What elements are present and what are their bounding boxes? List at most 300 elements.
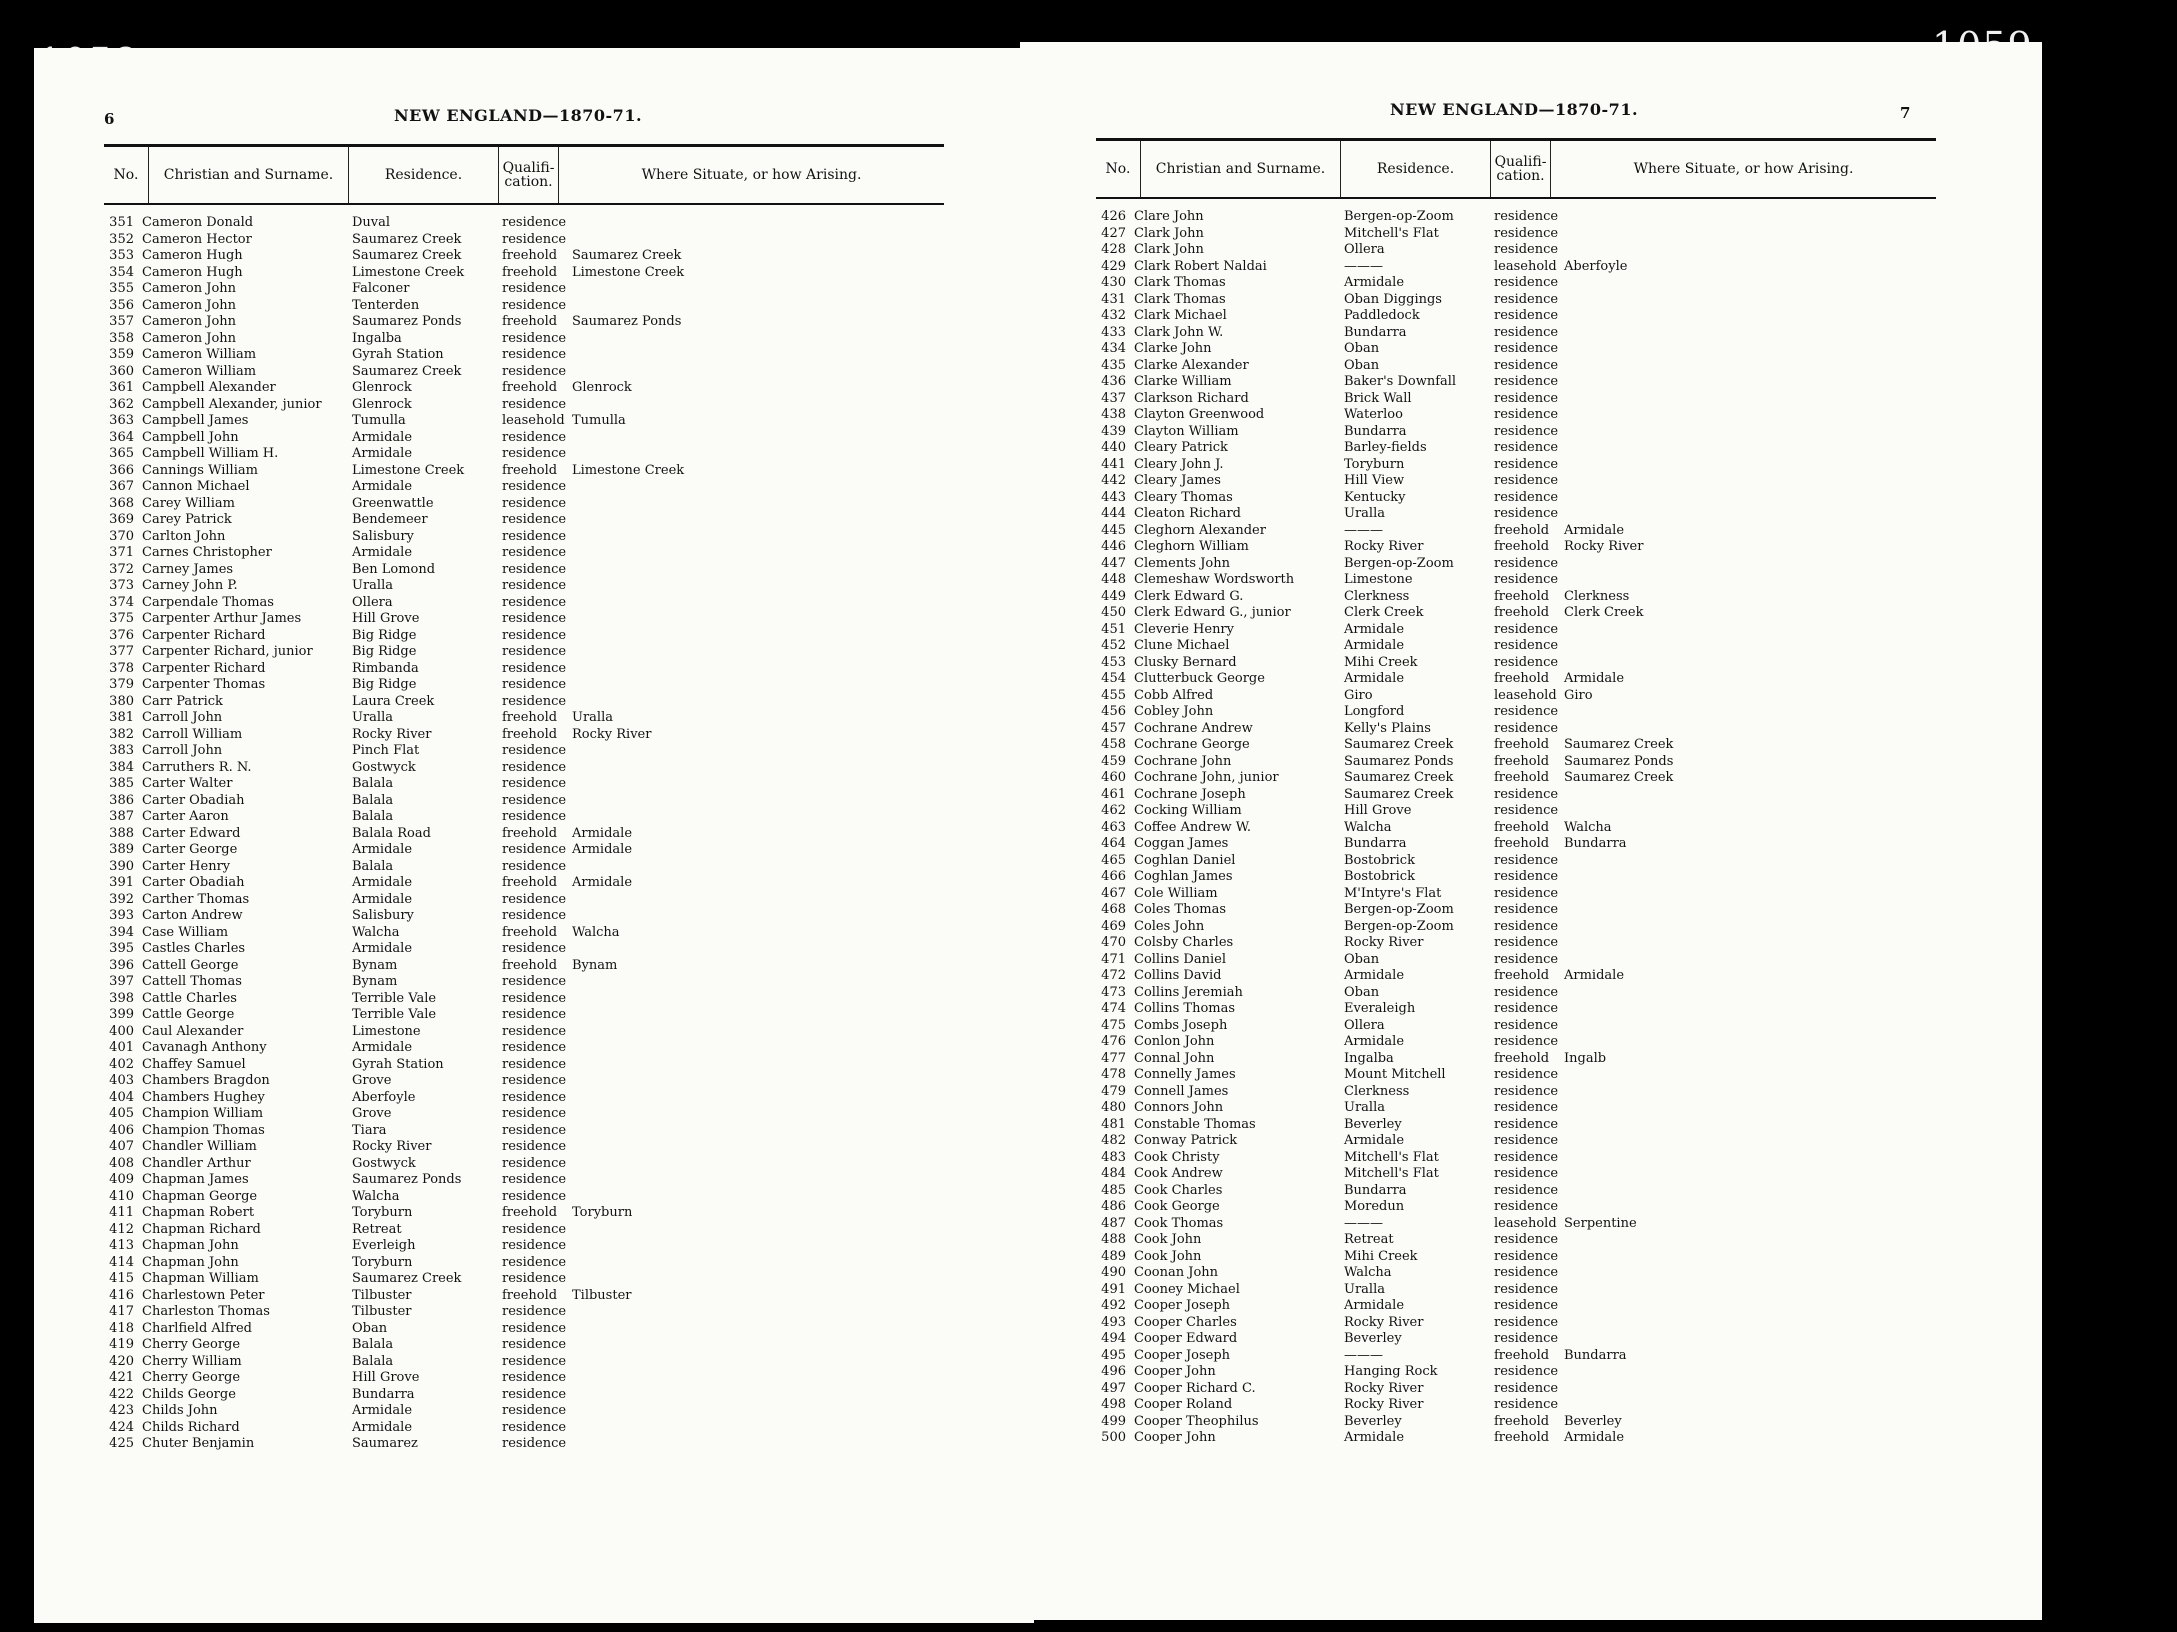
row-residence: Big Ridge bbox=[352, 644, 417, 659]
row-residence: Baker's Downfall bbox=[1344, 374, 1457, 389]
table-row bbox=[104, 1403, 944, 1420]
row-qualification: residence bbox=[502, 297, 567, 313]
table-row bbox=[104, 991, 944, 1008]
row-number: 473 bbox=[1101, 984, 1126, 1000]
row-name: Cameron Hector bbox=[142, 231, 252, 247]
table-row bbox=[1096, 1067, 1936, 1084]
row-name: Carpenter Thomas bbox=[142, 677, 266, 692]
table-row bbox=[104, 628, 944, 645]
row-qualification: freehold bbox=[502, 380, 558, 395]
row-where: Walcha bbox=[572, 924, 620, 940]
row-number: 475 bbox=[1101, 1017, 1126, 1033]
row-number: 367 bbox=[109, 479, 134, 494]
table-row bbox=[104, 727, 944, 744]
row-number: 389 bbox=[109, 842, 134, 857]
table-row bbox=[1096, 721, 1936, 738]
row-where: Saumarez Creek bbox=[1564, 770, 1674, 785]
row-number: 468 bbox=[1101, 902, 1126, 917]
row-name: Coghlan James bbox=[1134, 869, 1233, 884]
table-row bbox=[1096, 1216, 1936, 1233]
table-row bbox=[104, 1057, 944, 1074]
table-row bbox=[1096, 424, 1936, 441]
row-name: Chuter Benjamin bbox=[142, 1436, 255, 1451]
row-number: 494 bbox=[1101, 1331, 1126, 1346]
row-qualification: residence bbox=[502, 809, 567, 824]
row-number: 500 bbox=[1101, 1430, 1126, 1445]
row-number: 474 bbox=[1101, 1001, 1126, 1016]
table-row bbox=[104, 1321, 944, 1338]
row-qualification: freehold bbox=[1494, 753, 1550, 769]
row-residence: Aberfoyle bbox=[352, 1089, 416, 1105]
row-qualification: residence bbox=[502, 594, 567, 610]
row-name: Cocking William bbox=[1134, 803, 1242, 818]
row-qualification: residence bbox=[502, 1089, 567, 1105]
row-residence: Moredun bbox=[1344, 1199, 1405, 1214]
row-qualification: residence bbox=[1494, 440, 1559, 455]
table-row bbox=[104, 974, 944, 991]
row-name: Cameron John bbox=[142, 297, 237, 313]
table-row bbox=[1096, 1298, 1936, 1315]
row-number: 358 bbox=[109, 330, 134, 346]
table-row bbox=[104, 512, 944, 529]
row-qualification: residence bbox=[1494, 357, 1559, 373]
row-number: 458 bbox=[1101, 737, 1126, 752]
header-where: Where Situate, or how Arising. bbox=[641, 167, 862, 183]
row-name: Cleghorn Alexander bbox=[1134, 522, 1266, 538]
table-row bbox=[104, 578, 944, 595]
row-residence: Uralla bbox=[1344, 506, 1385, 521]
row-residence: Armidale bbox=[352, 446, 413, 461]
row-name: Carpendale Thomas bbox=[142, 594, 274, 610]
row-number: 404 bbox=[109, 1089, 134, 1105]
row-qualification: freehold bbox=[1494, 605, 1550, 620]
row-number: 387 bbox=[109, 809, 134, 824]
row-name: Campbell John bbox=[142, 429, 239, 445]
table-row bbox=[1096, 886, 1936, 903]
row-number: 394 bbox=[109, 924, 134, 940]
table-row bbox=[1096, 1133, 1936, 1150]
row-name: Coonan John bbox=[1134, 1265, 1219, 1280]
row-number: 423 bbox=[109, 1403, 134, 1418]
row-qualification: residence bbox=[1494, 275, 1559, 290]
row-name: Clark John bbox=[1134, 242, 1204, 257]
header-no: No. bbox=[104, 147, 149, 203]
table-row bbox=[104, 281, 944, 298]
row-number: 460 bbox=[1101, 770, 1126, 785]
row-residence: M'Intyre's Flat bbox=[1344, 885, 1442, 901]
row-qualification: freehold bbox=[502, 248, 558, 263]
row-qualification: residence bbox=[1494, 951, 1559, 967]
row-residence: Tiara bbox=[352, 1122, 387, 1138]
row-residence: Armidale bbox=[352, 875, 413, 890]
row-name: Cleghorn William bbox=[1134, 539, 1249, 554]
row-residence: Armidale bbox=[352, 891, 413, 907]
row-residence: Retreat bbox=[1344, 1232, 1394, 1247]
row-residence: Armidale bbox=[1344, 621, 1405, 637]
row-number: 477 bbox=[1101, 1050, 1126, 1066]
row-residence: Toryburn bbox=[352, 1205, 413, 1220]
row-qualification: residence bbox=[1494, 1182, 1559, 1198]
table-row bbox=[1096, 358, 1936, 375]
table-row bbox=[104, 529, 944, 546]
row-name: Carney John P. bbox=[142, 578, 238, 593]
row-name: Cole William bbox=[1134, 885, 1218, 901]
table-row bbox=[104, 1040, 944, 1057]
row-residence: Hill View bbox=[1344, 473, 1405, 488]
table-row bbox=[104, 1090, 944, 1107]
row-name: Charlfield Alfred bbox=[142, 1320, 253, 1336]
row-number: 448 bbox=[1101, 572, 1126, 587]
row-number: 384 bbox=[109, 759, 134, 775]
row-residence: Ollera bbox=[1344, 242, 1385, 257]
table-row bbox=[1096, 308, 1936, 325]
row-name: Cook George bbox=[1134, 1199, 1220, 1214]
row-name: Cattle Charles bbox=[142, 990, 237, 1006]
row-where: Armidale bbox=[1564, 671, 1625, 686]
row-number: 492 bbox=[1101, 1298, 1126, 1313]
row-name: Cherry George bbox=[142, 1337, 241, 1352]
row-number: 453 bbox=[1101, 654, 1126, 670]
row-residence: Everleigh bbox=[352, 1238, 416, 1253]
row-number: 411 bbox=[109, 1205, 134, 1220]
table-row bbox=[1096, 1232, 1936, 1249]
table-row bbox=[104, 1024, 944, 1041]
row-name: Clarkson Richard bbox=[1134, 390, 1249, 406]
row-residence: Mitchell's Flat bbox=[1344, 1166, 1439, 1181]
row-qualification: freehold bbox=[1494, 737, 1550, 752]
row-name: Cooper Joseph bbox=[1134, 1347, 1231, 1363]
table-row bbox=[104, 694, 944, 711]
row-number: 372 bbox=[109, 561, 134, 577]
row-number: 486 bbox=[1101, 1199, 1126, 1214]
row-number: 484 bbox=[1101, 1166, 1126, 1181]
row-number: 368 bbox=[109, 495, 134, 511]
row-residence: Rocky River bbox=[1344, 935, 1424, 950]
row-name: Cobley John bbox=[1134, 704, 1214, 719]
row-name: Conlon John bbox=[1134, 1034, 1215, 1049]
row-residence: Armidale bbox=[1344, 968, 1405, 983]
row-residence: Gostwyck bbox=[352, 1155, 416, 1171]
table-row bbox=[1096, 457, 1936, 474]
row-number: 442 bbox=[1101, 473, 1126, 488]
row-qualification: residence bbox=[1494, 374, 1559, 389]
row-number: 421 bbox=[109, 1370, 134, 1385]
table-row bbox=[1096, 523, 1936, 540]
row-number: 366 bbox=[109, 462, 134, 478]
row-name: Cleverie Henry bbox=[1134, 621, 1234, 637]
header-where: Where Situate, or how Arising. bbox=[1633, 161, 1854, 177]
table-row bbox=[1096, 836, 1936, 853]
row-name: Cattell Thomas bbox=[142, 974, 242, 989]
row-name: Cooper Edward bbox=[1134, 1331, 1238, 1346]
row-name: Cameron John bbox=[142, 330, 237, 346]
row-name: Cameron John bbox=[142, 281, 237, 296]
row-name: Chapman Richard bbox=[142, 1221, 261, 1237]
row-residence: Clerk Creek bbox=[1344, 605, 1424, 620]
table-row bbox=[1096, 1150, 1936, 1167]
row-number: 479 bbox=[1101, 1083, 1126, 1099]
row-number: 433 bbox=[1101, 324, 1126, 340]
table-row bbox=[1096, 671, 1936, 688]
table-row bbox=[1096, 1381, 1936, 1398]
table-row bbox=[104, 1387, 944, 1404]
row-residence: Armidale bbox=[1344, 1430, 1405, 1445]
table-row bbox=[1096, 242, 1936, 259]
row-name: Charlestown Peter bbox=[142, 1287, 265, 1303]
row-name: Cochrane Andrew bbox=[1134, 720, 1253, 736]
row-name: Cameron Hugh bbox=[142, 248, 243, 263]
row-qualification: freehold bbox=[1494, 1430, 1550, 1445]
row-residence: Kentucky bbox=[1344, 489, 1406, 505]
row-name: Cleary John J. bbox=[1134, 456, 1224, 472]
row-residence: Armidale bbox=[352, 1403, 413, 1418]
row-residence: Armidale bbox=[352, 941, 413, 956]
row-name: Cochrane John, junior bbox=[1134, 770, 1279, 785]
row-qualification: residence bbox=[1494, 852, 1559, 868]
row-name: Combs Joseph bbox=[1134, 1017, 1228, 1033]
row-residence: Tilbuster bbox=[352, 1304, 412, 1319]
row-qualification: residence bbox=[502, 215, 567, 230]
row-name: Chaffey Samuel bbox=[142, 1056, 246, 1072]
table-row bbox=[104, 1123, 944, 1140]
row-qualification: residence bbox=[502, 512, 567, 527]
row-number: 490 bbox=[1101, 1265, 1126, 1280]
row-name: Cattle George bbox=[142, 1007, 235, 1022]
row-residence: Oban bbox=[1344, 951, 1380, 967]
row-qualification: residence bbox=[1494, 720, 1559, 736]
row-number: 495 bbox=[1101, 1347, 1126, 1363]
row-qualification: freehold bbox=[502, 875, 558, 890]
row-number: 465 bbox=[1101, 852, 1126, 868]
row-number: 431 bbox=[1101, 291, 1126, 307]
row-residence: Rocky River bbox=[1344, 1314, 1424, 1330]
table-row bbox=[104, 496, 944, 513]
row-where: Uralla bbox=[572, 710, 613, 725]
table-row bbox=[104, 298, 944, 315]
row-residence: Balala Road bbox=[352, 825, 431, 841]
row-number: 413 bbox=[109, 1238, 134, 1253]
right-table-header bbox=[1096, 138, 1936, 199]
header-residence: Residence. bbox=[349, 147, 499, 203]
row-number: 371 bbox=[109, 545, 134, 560]
row-name: Collins Thomas bbox=[1134, 1001, 1236, 1016]
right-page bbox=[1020, 42, 2042, 1620]
row-qualification: freehold bbox=[502, 1205, 558, 1220]
row-residence: Uralla bbox=[352, 710, 393, 725]
row-number: 400 bbox=[109, 1023, 134, 1039]
table-row bbox=[1096, 1051, 1936, 1068]
table-row bbox=[104, 908, 944, 925]
row-name: Charleston Thomas bbox=[142, 1304, 270, 1319]
row-number: 488 bbox=[1101, 1232, 1126, 1247]
row-qualification: residence bbox=[1494, 506, 1559, 521]
row-number: 459 bbox=[1101, 753, 1126, 769]
row-qualification: residence bbox=[1494, 1281, 1559, 1297]
row-number: 373 bbox=[109, 578, 134, 593]
table-row bbox=[1096, 589, 1936, 606]
table-row bbox=[1096, 1397, 1936, 1414]
row-residence: Bundarra bbox=[1344, 423, 1407, 439]
row-residence: Saumarez bbox=[352, 1436, 418, 1451]
row-name: Clarke William bbox=[1134, 374, 1232, 389]
row-name: Cleaton Richard bbox=[1134, 506, 1241, 521]
table-row bbox=[1096, 638, 1936, 655]
table-row bbox=[104, 1189, 944, 1206]
row-number: 402 bbox=[109, 1056, 134, 1072]
table-row bbox=[1096, 1282, 1936, 1299]
row-number: 385 bbox=[109, 776, 134, 791]
row-name: Clark Robert Naldai bbox=[1134, 258, 1267, 274]
row-residence: Uralla bbox=[1344, 1100, 1385, 1115]
row-name: Carter Walter bbox=[142, 776, 233, 791]
row-where: Armidale bbox=[572, 842, 633, 857]
row-qualification: residence bbox=[1494, 456, 1559, 472]
row-residence: Armidale bbox=[1344, 638, 1405, 653]
row-qualification: residence bbox=[1494, 1166, 1559, 1181]
row-qualification: residence bbox=[502, 990, 567, 1006]
row-name: Cooper Charles bbox=[1134, 1314, 1237, 1330]
row-qualification: residence bbox=[1494, 1397, 1559, 1412]
row-name: Collins David bbox=[1134, 968, 1222, 983]
row-residence: ——— bbox=[1344, 258, 1383, 274]
row-number: 391 bbox=[109, 875, 134, 890]
row-name: Carter Aaron bbox=[142, 809, 229, 824]
row-residence: Barley-fields bbox=[1344, 440, 1427, 455]
row-name: Colsby Charles bbox=[1134, 935, 1234, 950]
row-name: Campbell William H. bbox=[142, 446, 279, 461]
row-number: 446 bbox=[1101, 539, 1126, 554]
row-qualification: residence bbox=[1494, 1067, 1559, 1082]
row-residence: Bynam bbox=[352, 974, 398, 989]
row-qualification: residence bbox=[1494, 902, 1559, 917]
row-residence: Armidale bbox=[352, 1419, 413, 1435]
row-number: 390 bbox=[109, 858, 134, 874]
row-number: 370 bbox=[109, 528, 134, 544]
row-residence: Grove bbox=[352, 1106, 392, 1121]
row-residence: Waterloo bbox=[1344, 407, 1403, 422]
row-name: Cook Andrew bbox=[1134, 1166, 1223, 1181]
row-name: Clarke Alexander bbox=[1134, 357, 1249, 373]
row-number: 449 bbox=[1101, 588, 1126, 604]
table-row bbox=[1096, 1117, 1936, 1134]
row-name: Clerk Edward G. bbox=[1134, 588, 1244, 604]
row-where: Ingalb bbox=[1564, 1050, 1607, 1066]
row-number: 437 bbox=[1101, 390, 1126, 406]
row-number: 419 bbox=[109, 1337, 134, 1352]
row-name: Campbell Alexander, junior bbox=[142, 396, 322, 412]
row-name: Childs John bbox=[142, 1403, 218, 1418]
row-qualification: residence bbox=[502, 1188, 567, 1204]
row-qualification: residence bbox=[502, 1254, 567, 1270]
table-row bbox=[1096, 770, 1936, 787]
table-row bbox=[1096, 803, 1936, 820]
row-qualification: residence bbox=[502, 1353, 567, 1369]
row-number: 369 bbox=[109, 512, 134, 527]
row-residence: Big Ridge bbox=[352, 627, 417, 643]
row-qualification: residence bbox=[502, 561, 567, 577]
row-where: Armidale bbox=[572, 875, 633, 890]
row-number: 356 bbox=[109, 297, 134, 313]
row-qualification: freehold bbox=[1494, 588, 1550, 604]
table-row bbox=[104, 1205, 944, 1222]
row-number: 362 bbox=[109, 396, 134, 412]
row-qualification: residence bbox=[1494, 308, 1559, 323]
row-residence: Kelly's Plains bbox=[1344, 720, 1431, 736]
row-number: 359 bbox=[109, 347, 134, 362]
row-residence: Bergen-op-Zoom bbox=[1344, 902, 1454, 917]
row-qualification: residence bbox=[1494, 209, 1559, 224]
row-residence: Hanging Rock bbox=[1344, 1364, 1438, 1379]
table-row bbox=[104, 925, 944, 942]
row-residence: Armidale bbox=[352, 479, 413, 494]
row-residence: ——— bbox=[1344, 1347, 1383, 1363]
row-qualification: residence bbox=[502, 1073, 567, 1088]
row-residence: Hill Grove bbox=[1344, 803, 1412, 818]
table-row bbox=[1096, 1430, 1936, 1447]
table-row bbox=[104, 430, 944, 447]
table-row bbox=[1096, 1331, 1936, 1348]
row-residence: Oban bbox=[1344, 341, 1380, 356]
row-residence: Bundarra bbox=[1344, 1182, 1407, 1198]
row-residence: Glenrock bbox=[352, 396, 412, 412]
row-qualification: residence bbox=[502, 660, 567, 676]
row-qualification: residence bbox=[1494, 1034, 1559, 1049]
row-residence: Gyrah Station bbox=[352, 347, 444, 362]
table-row bbox=[104, 710, 944, 727]
table-row bbox=[104, 397, 944, 414]
table-row bbox=[1096, 820, 1936, 837]
row-name: Coggan James bbox=[1134, 836, 1229, 851]
row-residence: Everaleigh bbox=[1344, 1001, 1416, 1016]
row-where: Beverley bbox=[1564, 1413, 1622, 1429]
table-row bbox=[104, 892, 944, 909]
header-name: Christian and Surname. bbox=[1141, 141, 1341, 197]
row-name: Carruthers R. N. bbox=[142, 759, 252, 775]
row-name: Castles Charles bbox=[142, 941, 246, 956]
table-row bbox=[1096, 1034, 1936, 1051]
row-qualification: residence bbox=[502, 1122, 567, 1138]
row-name: Carter Obadiah bbox=[142, 792, 245, 808]
table-row bbox=[104, 1139, 944, 1156]
row-residence: Ben Lomond bbox=[352, 561, 436, 577]
row-name: Carter Edward bbox=[142, 825, 241, 841]
row-qualification: residence bbox=[1494, 1232, 1559, 1247]
row-qualification: residence bbox=[502, 281, 567, 296]
row-name: Cochrane George bbox=[1134, 737, 1250, 752]
row-number: 354 bbox=[109, 264, 134, 280]
row-qualification: residence bbox=[1494, 1133, 1559, 1148]
row-residence: Rimbanda bbox=[352, 660, 419, 676]
row-name: Cooper Roland bbox=[1134, 1397, 1233, 1412]
row-name: Carter Henry bbox=[142, 858, 231, 874]
row-name: Chambers Hughey bbox=[142, 1089, 265, 1105]
row-name: Cannings William bbox=[142, 462, 258, 478]
row-name: Cook Charles bbox=[1134, 1182, 1223, 1198]
table-row bbox=[104, 1172, 944, 1189]
row-name: Cochrane Joseph bbox=[1134, 786, 1246, 802]
row-where: Armidale bbox=[572, 825, 633, 841]
row-qualification: freehold bbox=[1494, 671, 1550, 686]
table-row bbox=[1096, 226, 1936, 243]
row-number: 417 bbox=[109, 1304, 134, 1319]
row-number: 414 bbox=[109, 1254, 134, 1270]
table-row bbox=[104, 1420, 944, 1437]
row-qualification: residence bbox=[502, 446, 567, 461]
table-row bbox=[1096, 1001, 1936, 1018]
table-row bbox=[104, 364, 944, 381]
row-qualification: freehold bbox=[502, 462, 558, 478]
row-residence: Beverley bbox=[1344, 1413, 1402, 1429]
